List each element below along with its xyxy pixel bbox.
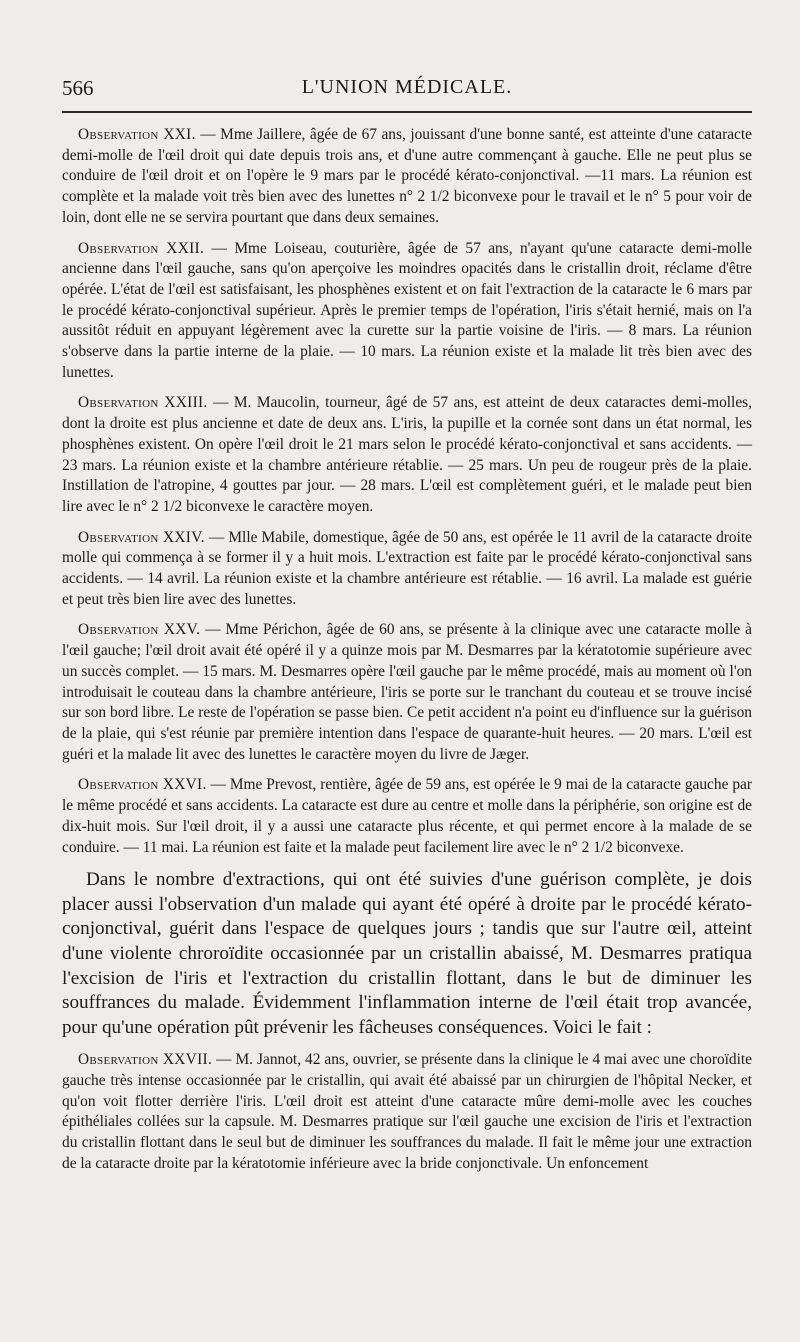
- observation-xxiii: [62, 393, 752, 517]
- observation-text: — Mme Périchon, âgée de 60 ans, se présente à la clinique avec une cataracte molle à l'œil gauche; l'œil droit avait été opéré il y a quinze mois par M. Desmarres par la kératotomie supérieure avec un succès complet. — 15 mars. M. Desmarres opère l'œil gauche par le même procédé, mais au moment où l'on introduisait le couteau dans la chambre antérieure, l'iris se porte sur le tranchant du couteau et se trouve incisé sur son bord libre. Le reste de l'opération se passe bien. Ce petit accident n'a point eu d'influence sur la guérison de la plaie, qui s'est réunie par première intention dans l'espace de quarante-huit heures. — 20 mars. L'œil est guéri et la malade lit avec des lunettes le caractère moyen du livre de Jæger.: [62, 621, 752, 763]
- observation-lead: [62, 620, 752, 765]
- header-rule: [62, 111, 752, 113]
- observation-heading: Observation XXVI.: [78, 776, 207, 794]
- observation-lead: [62, 239, 752, 384]
- observation-xxvii: [62, 1050, 752, 1174]
- observation-lead: [62, 775, 752, 858]
- observation-lead: [62, 393, 752, 517]
- observation-text: — Mme Loiseau, couturière, âgée de 57 ans, n'ayant qu'une cataracte demi-molle ancienne dans l'œil gauche, sans qu'on aperçoive les moindres opacités dans le cristallin droit, réclame d'être opérée. L'état de l'œil est satisfaisant, les phosphènes existent et on fait l'extraction de la cataracte le 6 mars par le procédé kérato-conjonctival supérieur. Après le premier temps de l'opération, l'iris s'était hernié, mais on l'a aussitôt réduit en appuyant légèrement avec la curette sur la partie voisine de l'iris. — 8 mars. La réunion s'observe dans la partie interne de la plaie. — 10 mars. La réunion existe et la malade lit très bien avec des lunettes.: [62, 239, 752, 381]
- page-number: 566: [62, 76, 94, 100]
- page-header: [62, 76, 752, 106]
- running-title: L'UNION MÉDICALE.: [301, 76, 513, 98]
- observation-heading: Observation XXIII.: [78, 394, 208, 412]
- page-body: [62, 125, 752, 1175]
- observation-xxv: [62, 620, 752, 765]
- observation-text: — Mlle Mabile, domestique, âgée de 50 ans, est opérée le 11 avril de la cataracte droite molle qui commença à se former il y a huit mois. L'extraction est faite par le procédé kérato-conjonctival sans accidents. — 14 avril. La réunion existe et la chambre antérieure est rétablie. — 16 avril. La malade est guérie et peut très bien lire avec des lunettes.: [62, 528, 752, 608]
- observation-heading: Observation XXII.: [78, 239, 205, 257]
- observation-heading: Observation XXVII.: [78, 1051, 213, 1069]
- observation-xxiv: [62, 528, 752, 611]
- observation-text: — M. Maucolin, tourneur, âgé de 57 ans, est atteint de deux cataractes demi-molles, dont la droite est plus ancienne et date de deux ans. L'iris, la pupille et la cornée sont dans un état normal, les phosphènes existent. On opère l'œil droit le 21 mars selon le procédé kérato-conjonctival et sans accidents. — 23 mars. La réunion existe et la chambre antérieure rétablie. — 25 mars. Un peu de rougeur près de la plaie. Instillation de l'atropine, 4 gouttes par jour. — 28 mars. L'œil est complètement guéri, et le malade peut bien lire avec le n° 2 1/2 biconvexe le caractère moyen.: [62, 394, 752, 515]
- observation-lead: [62, 125, 752, 229]
- observation-text: — Mme Jaillere, âgée de 67 ans, jouissant d'une bonne santé, est atteinte d'une cataracte demi-molle de l'œil droit qui date depuis trois ans, et d'une autre commençant à gauche. Elle ne peut plus se conduire de l'œil droit et on l'opère le 9 mars par le procédé kérato-conjonctival. —11 mars. La réunion est complète et la malade voit très bien avec des lunettes n° 2 1/2 biconvexe pour le travail et le n° 5 pour voir de loin, dont elle ne se servira pourtant que dans deux semaines.: [62, 126, 752, 226]
- observation-lead: [62, 528, 752, 611]
- observation-heading: Observation XXI.: [78, 126, 196, 143]
- observation-text: — Mme Prevost, rentière, âgée de 59 ans, est opérée le 9 mai de la cataracte gauche par le même procédé et sans accidents. La cataracte est dure au centre et molle dans la périphérie, son origine est de dix-huit mois. Sur l'œil droit, il y a aussi une cataracte plus récente, et qui permet encore à la malade de se conduire. — 11 mai. La réunion est faite et la malade peut facilement lire avec le n° 2 1/2 biconvexe.: [62, 776, 752, 856]
- observation-lead: [62, 1050, 752, 1174]
- observation-xxvi: [62, 775, 752, 858]
- observation-text: — M. Jannot, 42 ans, ouvrier, se présente dans la clinique le 4 mai avec une choroïdite gauche très intense occasionnée par le cristallin, qui avait été abaissé par un chirurgien de l'hôpital Necker, et qu'on voit flotter derrière l'iris. L'œil droit est atteint d'une cataracte mûre demi-molle avec les couches épithéliales collées sur la capsule. M. Desmarres pratique sur l'œil gauche une excision de l'iris et l'extraction du cristallin flottant dans le seul but de diminuer les souffrances du malade. Il fait le même jour une extraction de la cataracte droite par la kératotomie inférieure avec la bride conjonctivale. Un enfoncement: [62, 1051, 752, 1172]
- body-paragraph: Dans le nombre d'extractions, qui ont été suivies d'une guérison complète, je dois placer aussi l'observation d'un malade qui ayant été opéré à droite par le procédé kérato-conjonctival, guérit dans l'espace de quelques jours ; tandis que sur l'autre œil, atteint d'une violente chroroïdite occasionnée par un cristallin abaissé, M. Desmarres pratiqua l'excision de l'iris et l'extraction du cristallin flottant, dans le but de diminuer les souffrances du malade. Évidemment l'inflammation interne de l'œil était trop avancée, pour qu'une opération pût prévenir les fâcheuses conséquences. Voici le fait :: [62, 869, 752, 1038]
- observation-heading: Observation XXIV.: [78, 528, 205, 546]
- observation-xxii: [62, 239, 752, 384]
- observation-xxi: [62, 125, 752, 229]
- observation-heading: Observation XXV.: [78, 621, 201, 639]
